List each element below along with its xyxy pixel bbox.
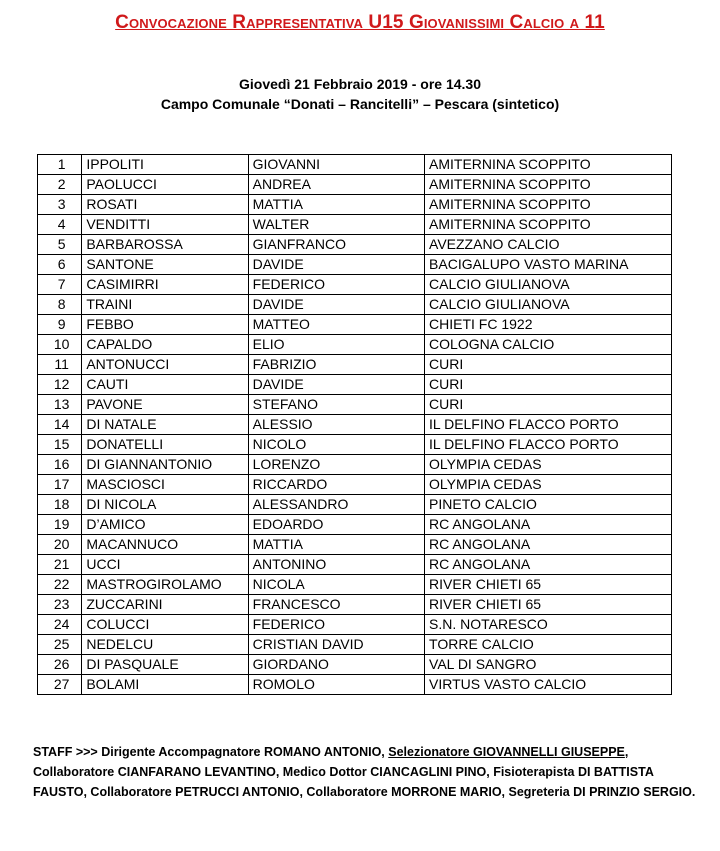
player-surname: CAUTI xyxy=(82,375,248,395)
player-row xyxy=(38,255,672,275)
player-row xyxy=(38,195,672,215)
player-number: 12 xyxy=(38,375,82,395)
player-surname: BARBAROSSA xyxy=(82,235,248,255)
player-club: TORRE CALCIO xyxy=(425,635,672,655)
player-surname: FEBBO xyxy=(82,315,248,335)
player-surname: D’AMICO xyxy=(82,515,248,535)
player-club: CURI xyxy=(425,375,672,395)
players-table xyxy=(37,154,672,695)
player-club: RC ANGOLANA xyxy=(425,535,672,555)
player-row xyxy=(38,675,672,695)
player-club: PINETO CALCIO xyxy=(425,495,672,515)
player-row xyxy=(38,315,672,335)
player-row xyxy=(38,555,672,575)
player-club: IL DELFINO FLACCO PORTO xyxy=(425,435,672,455)
player-row xyxy=(38,595,672,615)
player-name: MATTIA xyxy=(248,535,424,555)
players-table-body xyxy=(38,155,672,695)
staff-text-rest: , Collaboratore CIANFARANO LEVANTINO, Medico Dottor CIANCAGLINI PINO, Fisioterapista DI BATTISTA FAUSTO, Collaboratore PETRUCCI ANTONIO, Collaboratore MORRONE MARIO, Segreteria DI PRINZIO SERGIO. xyxy=(33,745,696,799)
player-number: 4 xyxy=(38,215,82,235)
player-surname: TRAINI xyxy=(82,295,248,315)
player-surname: CAPALDO xyxy=(82,335,248,355)
player-row xyxy=(38,435,672,455)
player-club: OLYMPIA CEDAS xyxy=(425,475,672,495)
player-club: OLYMPIA CEDAS xyxy=(425,455,672,475)
player-name: ELIO xyxy=(248,335,424,355)
event-venue: Campo Comunale “Donati – Rancitelli” – Pescara (sintetico) xyxy=(160,96,560,112)
player-row xyxy=(38,575,672,595)
player-surname: SANTONE xyxy=(82,255,248,275)
player-name: GIOVANNI xyxy=(248,155,424,175)
player-club: RC ANGOLANA xyxy=(425,515,672,535)
player-name: DAVIDE xyxy=(248,295,424,315)
player-club: COLOGNA CALCIO xyxy=(425,335,672,355)
player-club: RIVER CHIETI 65 xyxy=(425,575,672,595)
document-title: Convocazione Rappresentativa U15 Giovanissimi Calcio a 11 xyxy=(115,12,605,33)
player-name: ROMOLO xyxy=(248,675,424,695)
player-row xyxy=(38,615,672,635)
player-name: MATTEO xyxy=(248,315,424,335)
player-number: 18 xyxy=(38,495,82,515)
player-club: AMITERNINA SCOPPITO xyxy=(425,155,672,175)
player-row xyxy=(38,455,672,475)
player-surname: VENDITTI xyxy=(82,215,248,235)
player-surname: UCCI xyxy=(82,555,248,575)
player-row xyxy=(38,395,672,415)
player-row xyxy=(38,355,672,375)
player-club: CALCIO GIULIANOVA xyxy=(425,295,672,315)
player-surname: DI PASQUALE xyxy=(82,655,248,675)
player-name: DAVIDE xyxy=(248,375,424,395)
player-name: MATTIA xyxy=(248,195,424,215)
player-number: 21 xyxy=(38,555,82,575)
staff-text-start: STAFF >>> Dirigente Accompagnatore ROMANO ANTONIO, xyxy=(33,745,389,759)
player-surname: IPPOLITI xyxy=(82,155,248,175)
player-number: 3 xyxy=(38,195,82,215)
player-surname: PAOLUCCI xyxy=(82,175,248,195)
player-name: GIANFRANCO xyxy=(248,235,424,255)
player-row xyxy=(38,335,672,355)
player-row xyxy=(38,375,672,395)
player-name: GIORDANO xyxy=(248,655,424,675)
player-club: VIRTUS VASTO CALCIO xyxy=(425,675,672,695)
player-surname: BOLAMI xyxy=(82,675,248,695)
player-number: 15 xyxy=(38,435,82,455)
player-surname: DI GIANNANTONIO xyxy=(82,455,248,475)
player-row xyxy=(38,655,672,675)
player-name: LORENZO xyxy=(248,455,424,475)
player-name: WALTER xyxy=(248,215,424,235)
player-name: ALESSANDRO xyxy=(248,495,424,515)
player-name: FRANCESCO xyxy=(248,595,424,615)
player-number: 27 xyxy=(38,675,82,695)
player-surname: DI NICOLA xyxy=(82,495,248,515)
player-number: 10 xyxy=(38,335,82,355)
player-name: DAVIDE xyxy=(248,255,424,275)
player-club: CURI xyxy=(425,355,672,375)
player-number: 6 xyxy=(38,255,82,275)
player-surname: DONATELLI xyxy=(82,435,248,455)
player-number: 9 xyxy=(38,315,82,335)
player-row xyxy=(38,535,672,555)
event-date-time: Giovedì 21 Febbraio 2019 - ore 14.30 xyxy=(239,76,481,92)
player-surname: PAVONE xyxy=(82,395,248,415)
player-name: FEDERICO xyxy=(248,275,424,295)
player-surname: NEDELCU xyxy=(82,635,248,655)
player-club: CHIETI FC 1922 xyxy=(425,315,672,335)
player-name: EDOARDO xyxy=(248,515,424,535)
player-name: ANTONINO xyxy=(248,555,424,575)
player-number: 25 xyxy=(38,635,82,655)
player-name: CRISTIAN DAVID xyxy=(248,635,424,655)
player-surname: ANTONUCCI xyxy=(82,355,248,375)
player-club: AMITERNINA SCOPPITO xyxy=(425,195,672,215)
player-row xyxy=(38,215,672,235)
player-name: FEDERICO xyxy=(248,615,424,635)
player-name: NICOLO xyxy=(248,435,424,455)
player-number: 11 xyxy=(38,355,82,375)
player-number: 26 xyxy=(38,655,82,675)
player-name: ANDREA xyxy=(248,175,424,195)
player-club: VAL DI SANGRO xyxy=(425,655,672,675)
player-club: CURI xyxy=(425,395,672,415)
player-number: 24 xyxy=(38,615,82,635)
player-number: 16 xyxy=(38,455,82,475)
player-surname: ZUCCARINI xyxy=(82,595,248,615)
player-club: BACIGALUPO VASTO MARINA xyxy=(425,255,672,275)
player-name: ALESSIO xyxy=(248,415,424,435)
player-name: NICOLA xyxy=(248,575,424,595)
player-row xyxy=(38,155,672,175)
player-number: 17 xyxy=(38,475,82,495)
player-number: 19 xyxy=(38,515,82,535)
player-number: 5 xyxy=(38,235,82,255)
player-club: AMITERNINA SCOPPITO xyxy=(425,175,672,195)
player-surname: CASIMIRRI xyxy=(82,275,248,295)
player-row xyxy=(38,475,672,495)
player-number: 7 xyxy=(38,275,82,295)
player-number: 20 xyxy=(38,535,82,555)
player-surname: COLUCCI xyxy=(82,615,248,635)
player-name: FABRIZIO xyxy=(248,355,424,375)
player-number: 1 xyxy=(38,155,82,175)
player-club: RIVER CHIETI 65 xyxy=(425,595,672,615)
player-number: 2 xyxy=(38,175,82,195)
player-number: 13 xyxy=(38,395,82,415)
staff-section xyxy=(33,742,698,802)
player-club: AMITERNINA SCOPPITO xyxy=(425,215,672,235)
player-name: RICCARDO xyxy=(248,475,424,495)
player-surname: MASTROGIROLAMO xyxy=(82,575,248,595)
player-surname: ROSATI xyxy=(82,195,248,215)
player-club: RC ANGOLANA xyxy=(425,555,672,575)
player-row xyxy=(38,415,672,435)
player-row xyxy=(38,275,672,295)
player-row xyxy=(38,495,672,515)
player-surname: MACANNUCO xyxy=(82,535,248,555)
player-surname: MASCIOSCI xyxy=(82,475,248,495)
staff-selector-highlight: Selezionatore GIOVANNELLI GIUSEPPE xyxy=(388,745,625,759)
player-row xyxy=(38,295,672,315)
player-club: AVEZZANO CALCIO xyxy=(425,235,672,255)
player-number: 23 xyxy=(38,595,82,615)
player-surname: DI NATALE xyxy=(82,415,248,435)
player-name: STEFANO xyxy=(248,395,424,415)
player-club: CALCIO GIULIANOVA xyxy=(425,275,672,295)
player-row xyxy=(38,235,672,255)
player-club: S.N. NOTARESCO xyxy=(425,615,672,635)
player-club: IL DELFINO FLACCO PORTO xyxy=(425,415,672,435)
player-row xyxy=(38,175,672,195)
player-number: 14 xyxy=(38,415,82,435)
player-number: 8 xyxy=(38,295,82,315)
player-row xyxy=(38,515,672,535)
player-number: 22 xyxy=(38,575,82,595)
player-row xyxy=(38,635,672,655)
